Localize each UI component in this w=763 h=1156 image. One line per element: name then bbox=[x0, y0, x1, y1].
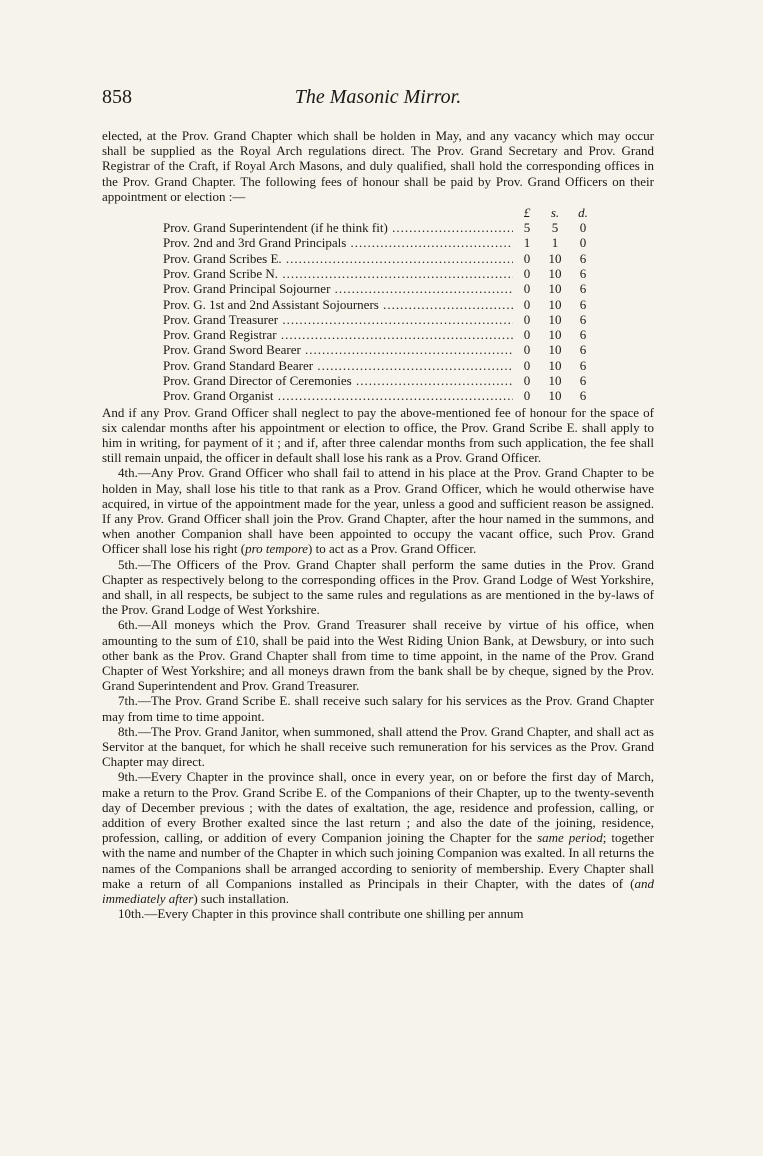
article-10-paragraph: 10th.—Every Chapter in this province shall contribute one shilling per annum bbox=[118, 906, 524, 922]
fee-office: Prov. Grand Principal Sojourner ..... bbox=[163, 281, 513, 296]
fee-office-cell bbox=[163, 342, 513, 357]
fee-office-cell bbox=[163, 281, 513, 296]
fee-pounds: 0 bbox=[523, 372, 531, 388]
article-9-paragraph bbox=[102, 769, 654, 906]
fee-pence: 6 bbox=[579, 281, 587, 297]
fee-shillings: 10 bbox=[548, 388, 562, 404]
fee-office: Prov. Grand Standard Bearer ..... bbox=[163, 358, 513, 373]
fee-row bbox=[163, 327, 597, 342]
fee-pounds: 0 bbox=[523, 388, 531, 404]
fee-row bbox=[163, 235, 597, 250]
fee-pounds: 0 bbox=[523, 265, 531, 281]
running-title: The Masonic Mirror. bbox=[294, 86, 462, 108]
fee-pence: 6 bbox=[579, 296, 587, 312]
article-9-text-c: ; together with the name and number of the Chapter in which such joining Companion was exalted. In all returns the names of the Companions shall be arranged according to seniority of membership. Every Chapter shall make a return of all Companions installed as Principals in their Chapter, with the dates of ( bbox=[102, 830, 655, 891]
fee-pence: 6 bbox=[579, 357, 587, 373]
fee-row bbox=[163, 220, 597, 235]
fee-office: Prov. Grand Scribes E. ..... bbox=[163, 251, 513, 266]
fee-office-cell bbox=[163, 373, 513, 388]
fee-pounds: 0 bbox=[523, 250, 531, 266]
fee-pence: 6 bbox=[579, 311, 587, 327]
fee-shillings: 10 bbox=[548, 296, 562, 312]
fee-office-cell bbox=[163, 358, 513, 373]
fee-office-cell bbox=[163, 266, 513, 281]
fee-pence: 6 bbox=[579, 250, 587, 266]
fee-office: Prov. Grand Sword Bearer ..... bbox=[163, 342, 513, 357]
fee-pounds: 0 bbox=[523, 281, 531, 297]
article-4-paragraph bbox=[102, 465, 654, 556]
article-4-text-end: ) to act as a Prov. Grand Officer. bbox=[308, 541, 477, 557]
fees-pounds-header: £ bbox=[523, 205, 531, 221]
fee-shillings: 10 bbox=[548, 357, 562, 373]
fee-pounds: 0 bbox=[523, 357, 531, 373]
article-7-paragraph: 7th.—The Prov. Grand Scribe E. shall receive such salary for his services as the Prov. Grand Chapter may from time to time appoint. bbox=[102, 693, 654, 724]
fee-pounds: 0 bbox=[523, 311, 531, 327]
fee-pounds: 0 bbox=[523, 342, 531, 358]
page-number: 858 bbox=[102, 86, 132, 108]
article-9-italic-b: same period bbox=[537, 830, 603, 846]
fee-office-cell bbox=[163, 235, 513, 250]
fee-office: Prov. Grand Registrar ..... bbox=[163, 327, 513, 342]
fee-office-cell bbox=[163, 327, 513, 342]
fee-office-cell bbox=[163, 251, 513, 266]
fee-row bbox=[163, 297, 597, 312]
fee-row bbox=[163, 266, 597, 281]
fees-header-row bbox=[163, 205, 597, 220]
fee-office-cell bbox=[163, 220, 513, 235]
fees-shillings-header: s. bbox=[550, 205, 560, 221]
fee-pence: 0 bbox=[579, 235, 587, 251]
fee-row bbox=[163, 342, 597, 357]
article-6-paragraph: 6th.—All moneys which the Prov. Grand Treasurer shall receive by virtue of his office, when amounting to the sum of £10, shall be paid into the West Riding Union Bank, at Dewsbury, or into such other bank as the Prov. Grand Chapter shall from time to time appoint, in the name of the Prov. Grand Chapter of West Yorkshire; and all moneys drawn from the bank shall be by cheque, signed by the Prov. Grand Superintendent and Prov. Grand Treasurer. bbox=[102, 617, 654, 694]
fee-shillings: 10 bbox=[548, 265, 562, 281]
fee-pence: 6 bbox=[579, 372, 587, 388]
fee-shillings: 5 bbox=[551, 220, 559, 236]
fee-shillings: 10 bbox=[548, 327, 562, 343]
fee-pence: 6 bbox=[579, 265, 587, 281]
article-9-italic-d: and immediately after bbox=[102, 875, 654, 907]
article-5-paragraph: 5th.—The Officers of the Prov. Grand Chapter shall perform the same duties in the Prov. Grand Chapter as respectively belong to the corresponding offices in the Prov. Grand Lodge of West Yorkshire, and shall, in all respects, be subject to the same rules and regulations as are mentioned in the by-laws of the Prov. Grand Lodge of West Yorkshire. bbox=[102, 556, 654, 618]
fee-office: Prov. G. 1st and 2nd Assistant Sojourners ..... bbox=[163, 297, 513, 312]
fee-office-cell bbox=[163, 388, 513, 403]
fee-office: Prov. Grand Organist ..... bbox=[163, 388, 513, 403]
fee-office: Prov. 2nd and 3rd Grand Principals ..... bbox=[163, 235, 513, 250]
fee-shillings: 10 bbox=[548, 281, 562, 297]
article-4-italic: pro tempore bbox=[245, 541, 309, 557]
fee-office: Prov. Grand Scribe N. ..... bbox=[163, 266, 513, 281]
fee-pence: 6 bbox=[579, 327, 587, 343]
fee-office: Prov. Grand Treasurer ..... bbox=[163, 312, 513, 327]
fee-pounds: 0 bbox=[523, 327, 531, 343]
fee-row bbox=[163, 388, 597, 403]
fee-row bbox=[163, 373, 597, 388]
fee-pounds: 5 bbox=[523, 220, 531, 236]
fee-shillings: 10 bbox=[548, 342, 562, 358]
fee-pounds: 1 bbox=[523, 235, 531, 251]
fees-pence-header: d. bbox=[578, 205, 588, 221]
fees-default-paragraph: And if any Prov. Grand Officer shall neglect to pay the above-mentioned fee of honour for the space of six calendar months after his appointment or election to office, the Prov. Grand Scribe E. shall apply to him in writing, for payment of it ; and if, after three calendar months from such application, the fee shall still remain unpaid, the officer in default shall lose his rank as a Prov. Grand Officer. bbox=[102, 404, 654, 466]
article-9-text-e: ) such installation. bbox=[193, 891, 290, 907]
fee-office: Prov. Grand Director of Ceremonies ..... bbox=[163, 373, 513, 388]
fees-table bbox=[163, 205, 597, 404]
fee-row bbox=[163, 251, 597, 266]
fee-office-cell bbox=[163, 297, 513, 312]
fees-table-body bbox=[163, 220, 597, 404]
fee-pounds: 0 bbox=[523, 296, 531, 312]
fee-row bbox=[163, 358, 597, 373]
page-header bbox=[102, 86, 654, 108]
fee-shillings: 10 bbox=[548, 250, 562, 266]
article-8-paragraph: 8th.—The Prov. Grand Janitor, when summoned, shall attend the Prov. Grand Chapter, and shall act as Servitor at the banquet, for which he shall receive such remuneration for his services as the Prov. Grand Chapter may direct. bbox=[102, 723, 654, 770]
fee-office-cell bbox=[163, 312, 513, 327]
fees-office-header bbox=[163, 205, 513, 220]
fee-office: Prov. Grand Superintendent (if he think fit) ..... bbox=[163, 220, 513, 235]
article-4-text: 4th.—Any Prov. Grand Officer who shall fail to attend in his place at the Prov. Grand Chapter to be holden in May, shall lose his title to that rank as a Prov. Grand Officer, which he would otherwise have acquired, in virtue of the appointment made for the year, unless a good and sufficient reason be assigned. If any Prov. Grand Officer shall join the Prov. Grand Chapter, after the hour named in the summons, and when another Companion shall have been appointed to occupy the vacant office, such Prov. Grand Officer shall lose his right ( bbox=[102, 465, 654, 557]
fee-row bbox=[163, 312, 597, 327]
fee-pence: 6 bbox=[579, 388, 587, 404]
intro-paragraph: elected, at the Prov. Grand Chapter which shall be holden in May, and any vacancy which may occur shall be supplied as the Royal Arch regulations direct. The Prov. Grand Secretary and Prov. Grand Registrar of the Craft, if Royal Arch Masons, and duly qualified, shall hold the corresponding offices in the Prov. Grand Chapter. The following fees of honour shall be paid by Prov. Grand Officers on their appointment or election :— bbox=[102, 128, 654, 204]
fee-shillings: 10 bbox=[548, 372, 562, 388]
fee-row bbox=[163, 281, 597, 296]
fee-shillings: 1 bbox=[551, 235, 559, 251]
fee-pence: 0 bbox=[579, 220, 587, 236]
article-body bbox=[102, 128, 654, 921]
fee-shillings: 10 bbox=[548, 311, 562, 327]
fee-pence: 6 bbox=[579, 342, 587, 358]
article-9-text-a: 9th.—Every Chapter in the province shall, once in every year, on or before the first day of March, make a return to the Prov. Grand Scribe E. of the Companions of their Chapter, up to the twenty-seventh day of December previous ; with the dates of exaltation, the age, residence and profession, calling, or addition of every Brother exalted since the last return ; and also the date of the joining, residence, profession, calling, or addition of every Companion joining the Chapter for the bbox=[102, 769, 654, 846]
